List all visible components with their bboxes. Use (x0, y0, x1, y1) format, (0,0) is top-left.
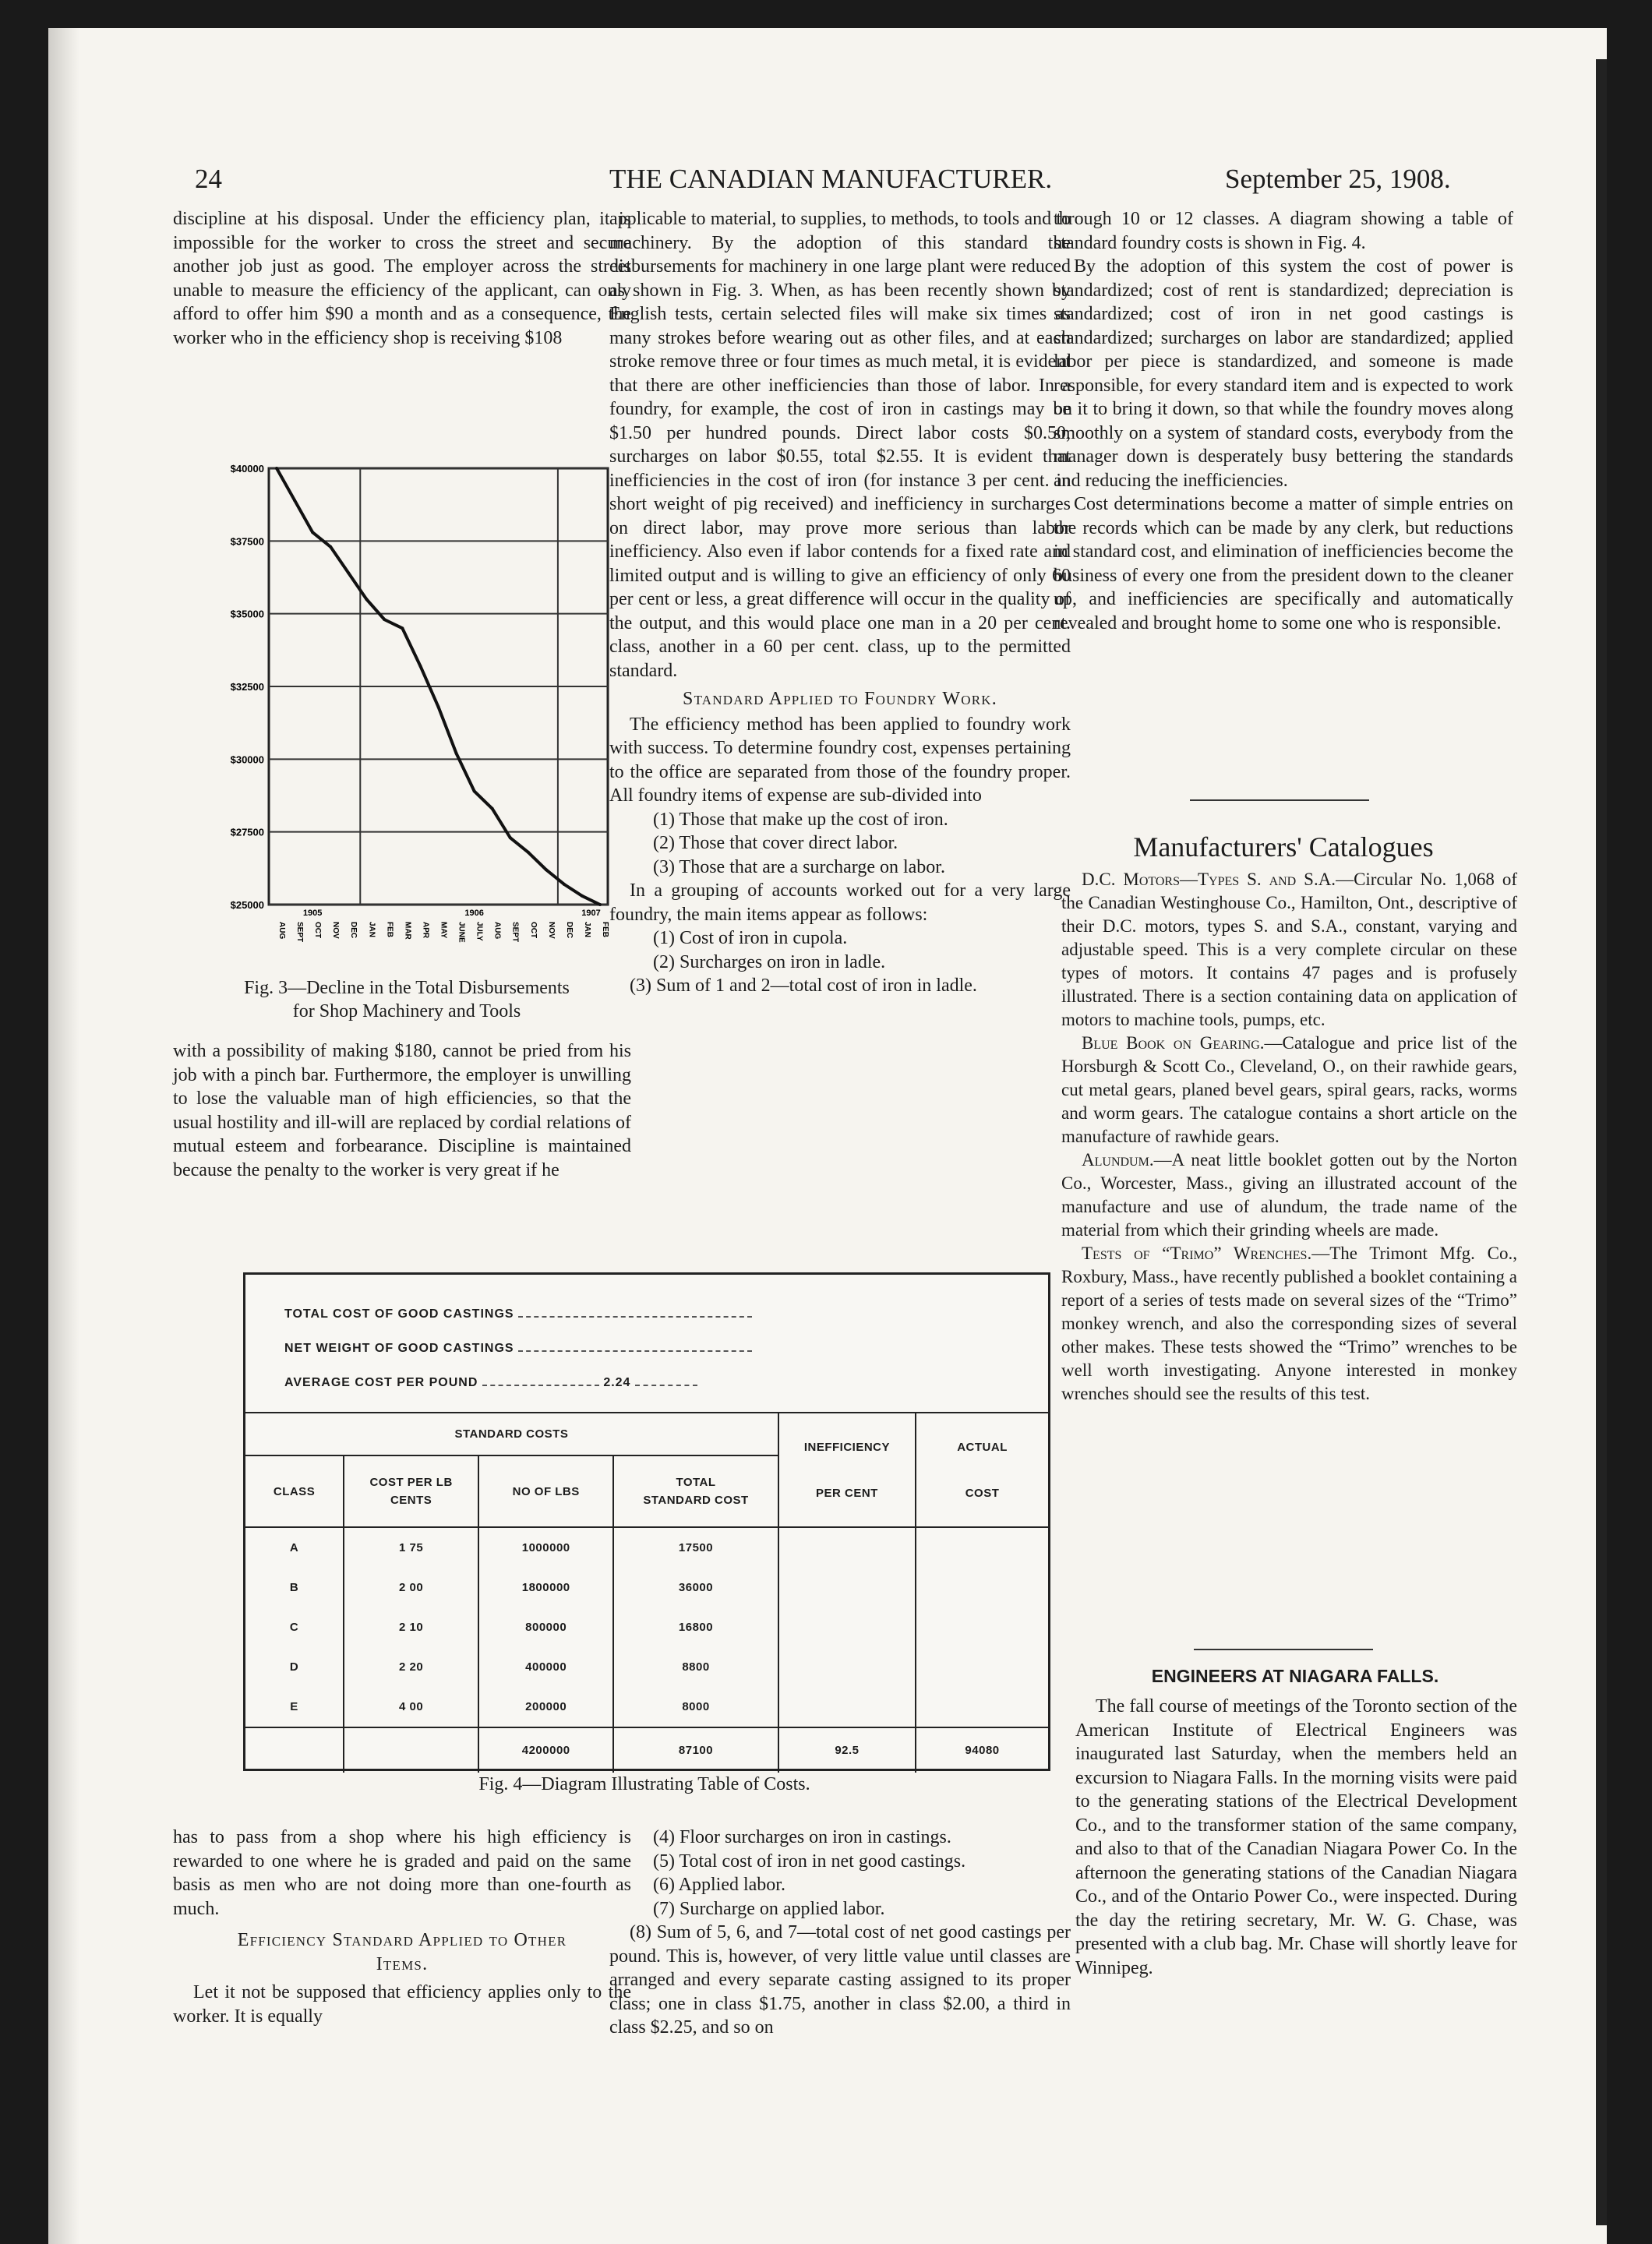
paragraph: through 10 or 12 classes. A diagram showing a table of standard foundry costs is shown in Fig. 4. (1054, 209, 1513, 253)
table-row: D 2 20 400000 8800 (245, 1647, 1048, 1687)
fig3-month-label: AUG (277, 922, 286, 940)
fig3-data-point (347, 571, 350, 574)
fig3-data-point (598, 903, 602, 906)
fig3-month-label: NOV (546, 922, 556, 939)
paragraph: with a possibility of making $180, cannot be pried from his job with a pinch bar. Furthermore, the employer is unwilling to lose the valuable man of high efficiencies, so that the usual hostility and ill-will are replaced by cordial relations of mutual esteem and forbearance. Discipline is maintained because the penalty to the worker is very great if he (173, 1041, 631, 1180)
newspaper-page (48, 28, 1607, 2244)
list-item: (1) Cost of iron in cupola. (653, 928, 848, 948)
fig3-y-tick-label: $25000 (230, 899, 264, 911)
fig4-header-lbs: NO OF LBS (478, 1455, 613, 1527)
fig3-data-point (383, 618, 386, 621)
page-edge-shadow (1596, 59, 1607, 2225)
fig3-data-point (581, 894, 584, 898)
fig4-cost-table (243, 1272, 1050, 1771)
catalogue-item: Tests of “Trimo” Wrenches.—The Trimont Mfg. Co., Roxbury, Mass., have recently published a booklet containing a report of a series of tests made on several sizes of the “Trimo” monkey wrench, and also the corresponding sizes of several other makes. These tests showed the “Trimo” wrenches to be well worth investigating. Anyone interested in monkey wrenches should see the results of this test. (1061, 1244, 1517, 1403)
fig3-data-point (275, 467, 278, 470)
fig4-header-cost: COST PER LB CENTS (344, 1455, 478, 1527)
catalogue-lead: Alundum. (1082, 1150, 1154, 1170)
fig3-y-tick-label: $35000 (230, 608, 264, 620)
paragraph: Cost determinations become a matter of simple entries on the records which can be made by any clerk, but reductions in standard cost, and elimination of inefficiencies become the business of every one from the president down to the cleaner up, and inefficiencies are specifically and automatically revealed and brought home to some one who is responsible. (1054, 494, 1513, 633)
fig3-chart (164, 449, 631, 1010)
fig3-month-label: AUG (492, 922, 502, 940)
fig3-y-tick-labels (231, 463, 264, 911)
paragraph: The efficiency method has been applied to foundry work with success. To determine foundry cost, expenses pertaining to the office are separated from those of the foundry proper. All foundry items of expense are sub-divided into (609, 714, 1071, 806)
page-number: 24 (195, 164, 222, 194)
catalogues-list (1061, 868, 1517, 1406)
fig3-month-label: APR (421, 922, 430, 939)
paragraph: (8) Sum of 5, 6, and 7—total cost of net good castings per pound. This is, however, of very little value until classes are arranged and every separate casting assigned to its proper class; one in class $1.75, another in class $2.00, a third in class $2.25, and so on (609, 1922, 1071, 2038)
paragraph: applicable to material, to supplies, to methods, to tools and to machinery. By the adoption of this standard the disbursements for machinery in one large plant were reduced as shown in Fig. 3. When, as has been recently shown by English tests, certain selected files will make six times as many strokes before wearing out as other files, and at each stroke remove three or four times as much metal, it is evident that there are other inefficiencies than those of labor. In a foundry, for example, the cost of iron in castings may be $1.50 per hundred pounds. Direct labor costs $0.50, surcharges on labor $0.55, total $2.55. It is evident that inefficiencies in the cost of iron (for instance 3 per cent. in short weight of pig received) and inefficiency in surcharges on direct labor, may prove more serious than labor inefficiency. Also even if labor contends for a fixed rate and limited output and is willing to give an efficiency of only 60 per cent or less, a great difference will occur in the quality of the output, and this would place one man in a 20 per cent. class, another in a 60 per cent. class, up to the permitted standard. (609, 209, 1071, 681)
fig3-data-point (329, 545, 332, 549)
fig3-data-point (418, 665, 422, 668)
col3-top (1054, 207, 1513, 635)
list-item: (3) Those that are a surcharge on labor. (653, 856, 945, 877)
fig3-month-label: JAN (582, 922, 591, 938)
fig3-data-point (509, 836, 512, 839)
paragraph: Let it not be supposed that efficiency applies only to the worker. It is equally (173, 1982, 631, 2027)
fig3-y-tick-label: $40000 (230, 463, 264, 475)
list-item: (5) Total cost of iron in net good castings. (653, 1851, 966, 1872)
table-row-totals: 4200000 87100 92.5 94080 (245, 1727, 1048, 1773)
fig3-data-point (311, 531, 314, 534)
fig4-header-actual: ACTUAL COST (916, 1413, 1048, 1527)
fig3-month-label: JAN (367, 922, 376, 938)
engineers-title: ENGINEERS AT NIAGARA FALLS. (1151, 1666, 1439, 1686)
table-row: C 2 10 800000 16800 (245, 1607, 1048, 1647)
fig3-month-label: OCT (528, 922, 538, 939)
fig3-month-label: OCT (313, 922, 323, 939)
catalogues-title: Manufacturers' Catalogues (1133, 831, 1434, 863)
catalogue-item: Alundum.—A neat little booklet gotten out by the Norton Co., Worcester, Mass., giving an illustrated account of the manufacture and use of alundum, the trade name of the material from which their grinding wheels are made. (1061, 1150, 1517, 1240)
col2-bottom (609, 1826, 1071, 2040)
list-item: (2) Surcharges on iron in ladle. (653, 951, 886, 972)
page-gutter-shadow (48, 28, 79, 2244)
journal-title: THE CANADIAN MANUFACTURER. (609, 164, 1053, 194)
fig3-month-label: FEB (385, 922, 394, 937)
fig4-net-weight-line: NET WEIGHT OF GOOD CASTINGS (284, 1342, 752, 1356)
fig4-avg-cost-line: AVERAGE COST PER POUND 2.24 (284, 1376, 697, 1390)
divider (1190, 799, 1369, 801)
fig3-data-point (455, 752, 458, 755)
catalogue-lead: Tests of “Trimo” Wrenches. (1082, 1244, 1312, 1263)
fig3-gridlines (269, 468, 608, 905)
fig3-caption-line2: for Shop Machinery and Tools (292, 1001, 521, 1021)
list-item: (7) Surcharge on applied labor. (653, 1898, 885, 1919)
fig4-header-total: TOTAL STANDARD COST (613, 1455, 778, 1527)
fig3-data-point (401, 626, 404, 630)
fig3-month-label: MAY (439, 922, 448, 939)
fig3-month-label: MAR (403, 922, 412, 940)
paragraph: discipline at his disposal. Under the efficiency plan, it is impossible for the worker to cross the street and secure another job just as good. The employer across the street unable to measure the efficiency of the applicant, can only afford to offer him $90 a month and as a consequence, the worker who in the efficiency shop is receiving $108 (173, 209, 631, 348)
list-item: (4) Floor surcharges on iron in castings. (653, 1827, 951, 1847)
list-item: (2) Those that cover direct labor. (653, 833, 898, 853)
fig3-month-label: FEB (601, 922, 609, 937)
catalogue-lead: Blue Book on Gearing. (1082, 1033, 1265, 1053)
col1-bottom (173, 1826, 631, 2028)
fig3-caption-line1: Fig. 3—Decline in the Total Disbursements (244, 978, 570, 998)
paragraph: (3) Sum of 1 and 2—total cost of iron in ladle. (630, 976, 977, 996)
fig3-month-label: NOV (331, 922, 341, 939)
list-item: (1) Those that make up the cost of iron. (653, 809, 948, 830)
paragraph: has to pass from a shop where his high efficiency is rewarded to one where he is graded and paid on the same basis as men who are not doing more than one-fourth as much. (173, 1827, 631, 1919)
fig4-total-cost-line: TOTAL COST OF GOOD CASTINGS (284, 1307, 752, 1321)
fig3-month-label: SEPT (510, 922, 520, 943)
fig3-month-label: DEC (564, 922, 574, 939)
fig3-year-label: 1906 (464, 909, 484, 918)
fig3-y-tick-label: $37500 (230, 535, 264, 548)
fig3-x-tick-labels (277, 922, 609, 943)
catalogue-item: Blue Book on Gearing.—Catalogue and price list of the Horsburgh & Scott Co., Cleveland, O., on their rawhide gears, cut metal gears, planed bevel gears, spiral gears, racks, worms and worm gears. The catalogue contains a short article on the manufacture of rawhide gears. (1061, 1033, 1517, 1146)
fig3-month-label: DEC (349, 922, 358, 939)
fig3-year-label: 1907 (581, 909, 601, 918)
fig4-header-class: CLASS (245, 1455, 344, 1527)
engineers-body (1075, 1695, 1517, 1980)
fig4-avg-cost-value: 2.24 (603, 1376, 631, 1389)
fig3-data-point (473, 789, 476, 792)
fig3-month-label: JULY (475, 922, 484, 941)
fig3-caption (165, 976, 648, 1023)
fig3-month-label: SEPT (295, 922, 305, 943)
table-row: A 1 75 1000000 17500 (245, 1527, 1048, 1568)
fig4-group-header: STANDARD COSTS (245, 1413, 778, 1455)
fig3-data-point (563, 883, 566, 886)
fig3-y-tick-label: $30000 (230, 753, 264, 766)
fig4-caption: Fig. 4—Diagram Illustrating Table of Costs. (478, 1774, 810, 1794)
catalogue-item: D.C. Motors—Types S. and S.A.—Circular No. 1,068 of the Canadian Westinghouse Co., Hamilton, Ont., descriptive of their D.C. motors, types S. and S.A., constant, varying and adjustable speed. This is a very complete circular on these types of motors. It contains 47 pages and is profusely illustrated. There is a section containing data on application of motors to machine tools, pumps, etc. (1061, 870, 1517, 1029)
fig3-data-point (365, 598, 368, 601)
fig4-table (245, 1412, 1048, 1773)
table-row: E 4 00 200000 8000 (245, 1687, 1048, 1727)
fig3-year-labels (303, 909, 601, 918)
subhead-other-items: Efficiency Standard Applied to Other Items. (237, 1930, 567, 1974)
paragraph: In a grouping of accounts worked out for a very large foundry, the main items appear as follows: (609, 880, 1071, 925)
fig3-data-point (527, 851, 530, 854)
fig3-data-point (491, 807, 494, 810)
col2-top (609, 207, 1071, 998)
table-row: B 2 00 1800000 36000 (245, 1568, 1048, 1607)
fig3-y-tick-label: $32500 (230, 681, 264, 693)
divider (1194, 1649, 1373, 1650)
col1-top (173, 207, 631, 350)
fig3-year-label: 1905 (302, 909, 323, 918)
col1-mid (173, 1039, 631, 1182)
subhead-foundry: Standard Applied to Foundry Work. (683, 689, 997, 709)
fig3-data-point (293, 499, 296, 502)
catalogue-lead: D.C. Motors—Types S. and S.A. (1082, 870, 1336, 889)
paragraph: The fall course of meetings of the Toronto section of the American Institute of Electrical Engineers was inaugurated last Saturday, when the members held an excursion to Niagara Falls. In the morning visits were paid to the generating stations of the Electrical Development Co., and to the transformer station of the same company, and also to that of the Canadian Niagara Power Co. In the afternoon the generating stations of the Canadian Niagara Co., and of the Ontario Power Co., were inspected. During the day the retiring secretary, Mr. W. G. Chase, was presented with a club bag. Mr. Chase will shortly leave for Winnipeg. (1075, 1696, 1517, 1978)
fig3-data-point (545, 868, 548, 871)
fig3-y-tick-label: $27500 (230, 826, 264, 838)
fig3-month-label: JUNE (457, 922, 466, 943)
paragraph: By the adoption of this system the cost of power is standardized; cost of rent is standardized; depreciation is standardized; cost of iron in net good castings is standardized; surcharges on labor are standardized; applied labor per piece is standardized, and someone is made responsible, for every standard item and is expected to work on it to bring it down, so that while the foundry moves along smoothly on a system of standard costs, everybody from the manager down is desperately busy bettering the standards and reducing the inefficiencies. (1054, 256, 1513, 491)
fig4-header-inefficiency: INEFFICIENCY PER CENT (778, 1413, 916, 1527)
issue-date: September 25, 1908. (1225, 164, 1451, 194)
list-item: (6) Applied labor. (653, 1875, 785, 1895)
fig3-data-point (437, 705, 440, 708)
